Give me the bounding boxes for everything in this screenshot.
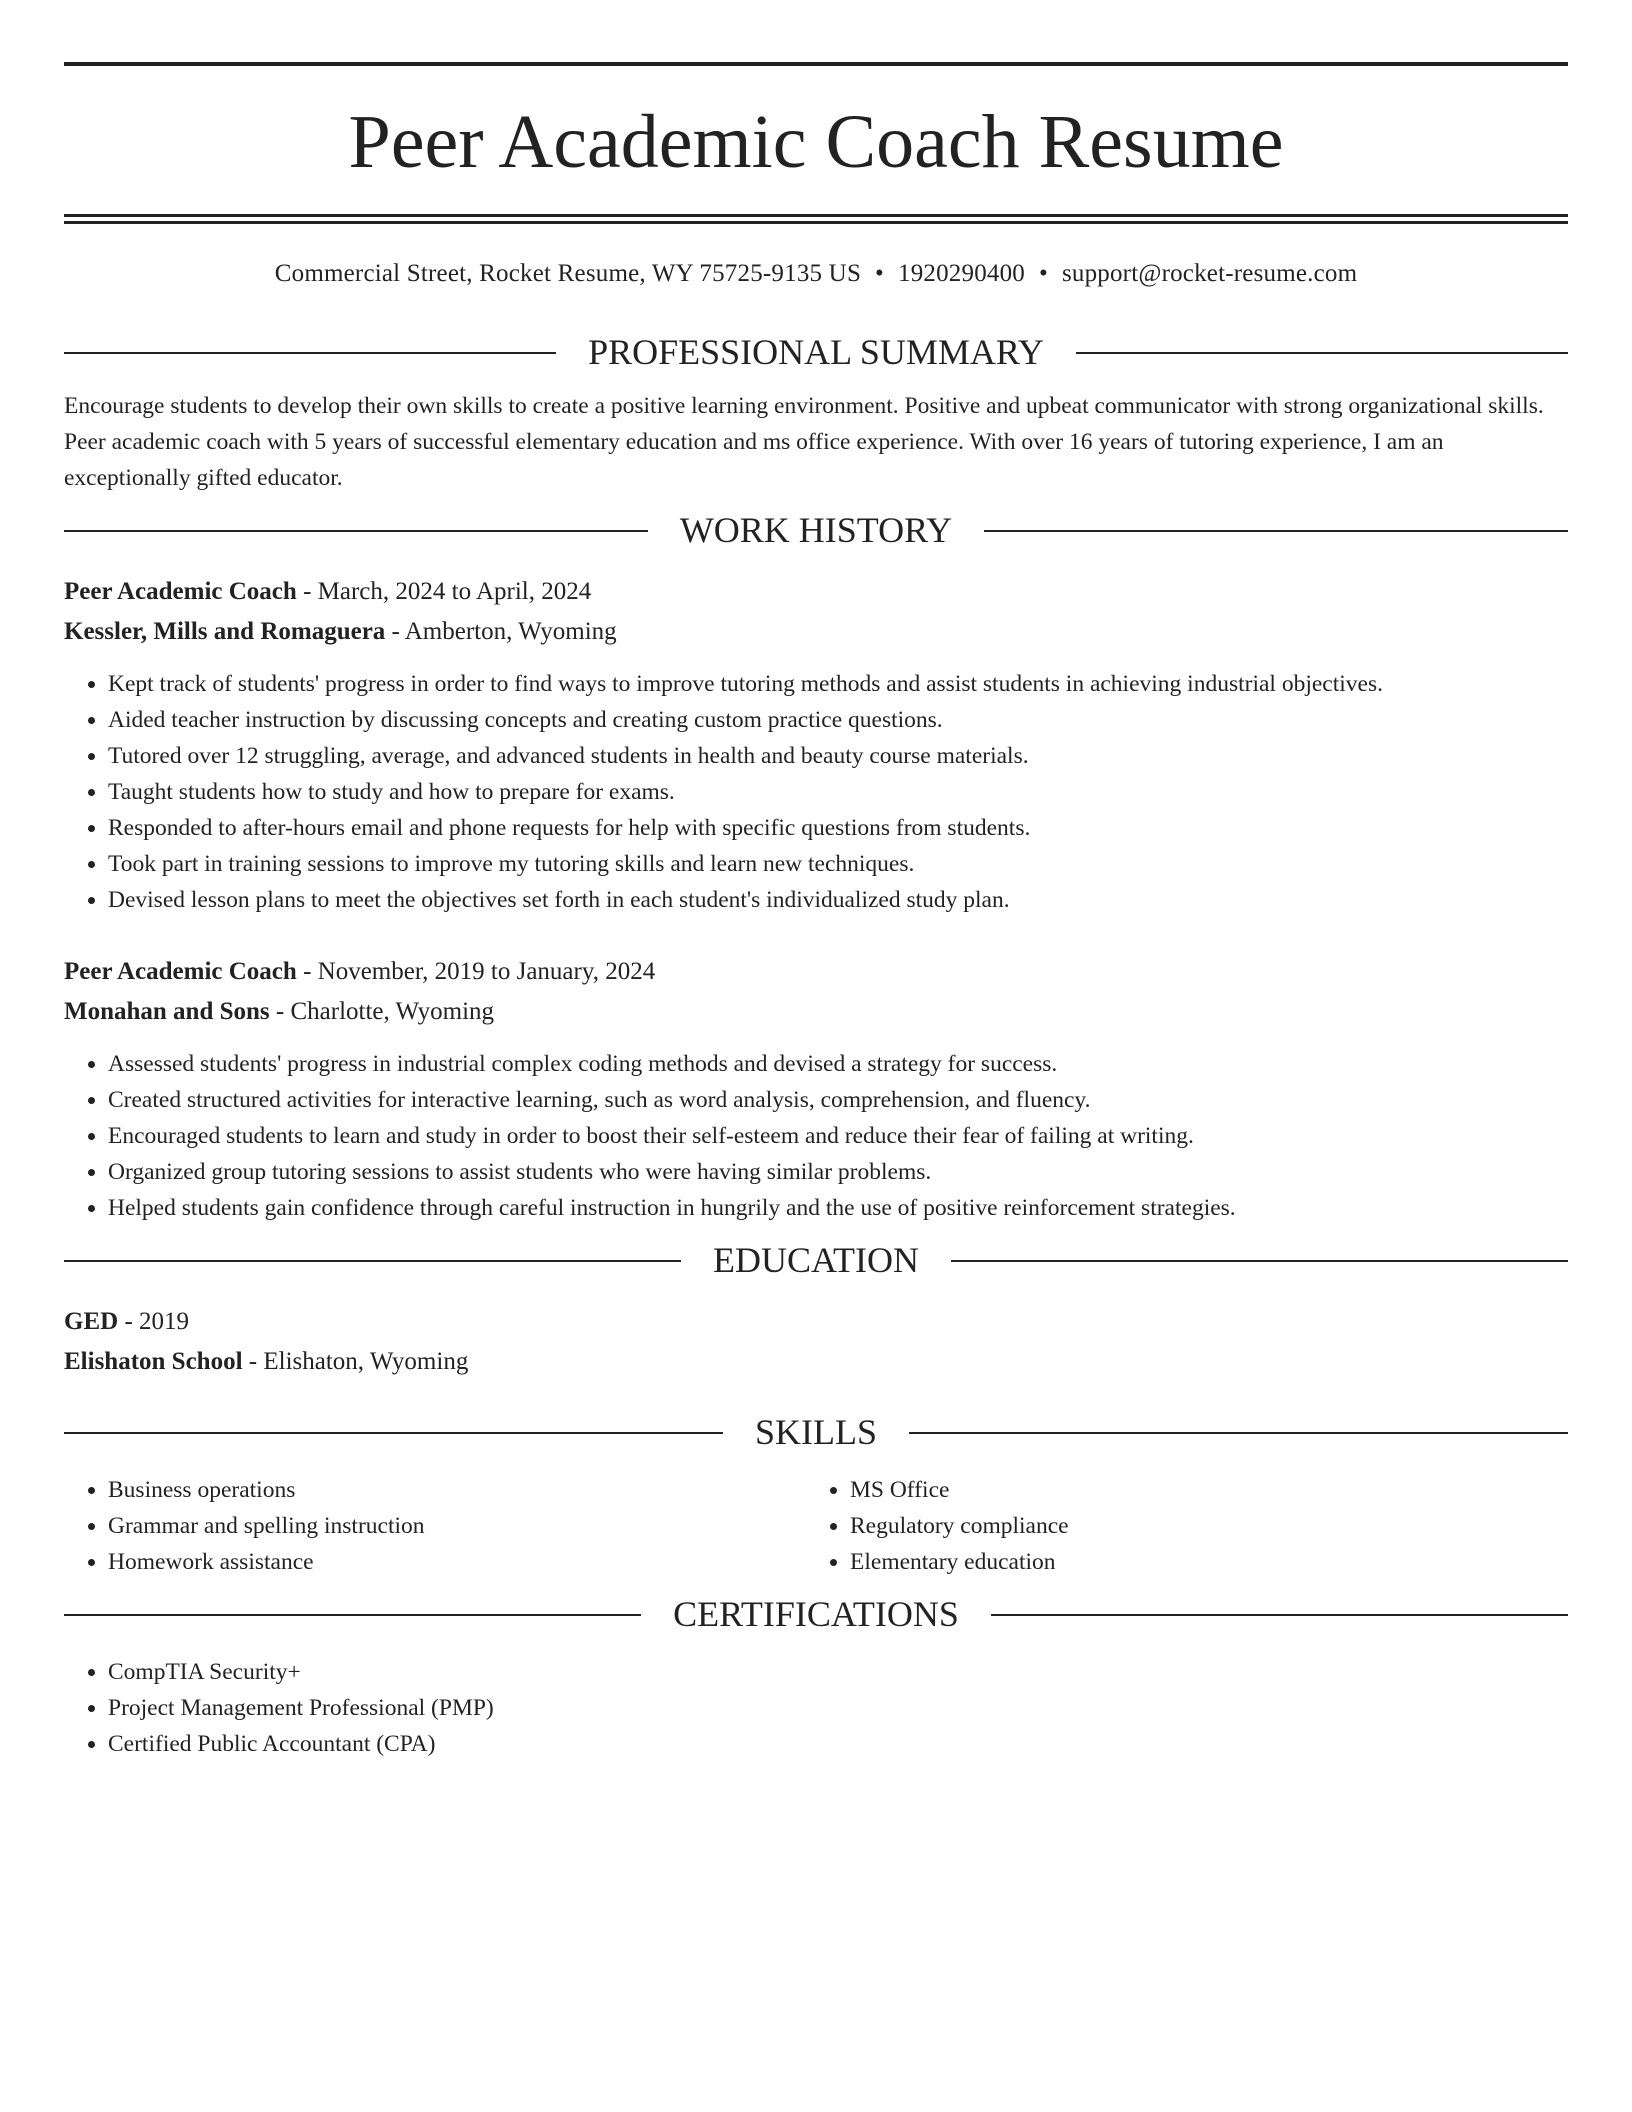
list-item: • Tutored over 12 struggling, average, and advanced students in health and beauty course materials. — [108, 738, 1568, 774]
list-item: • Regulatory compliance — [850, 1508, 1548, 1544]
contact-separator: • — [875, 260, 884, 287]
education-degree: GED — [64, 1308, 119, 1335]
skills-column-left — [64, 1472, 806, 1580]
list-item: • Kept track of students' progress in order to find ways to improve tutoring methods and assist students in achieving industrial objectives. — [108, 666, 1568, 702]
contact-phone: 1920290400 — [898, 260, 1025, 287]
education-location: - Elishaton, Wyoming — [242, 1348, 469, 1375]
job-company: Monahan and Sons — [64, 998, 270, 1025]
section-heading-education — [64, 1240, 1568, 1280]
list-item: • Assessed students' progress in industrial complex coding methods and devised a strategy for success. — [108, 1046, 1568, 1082]
section-title: SKILLS — [723, 1412, 909, 1452]
job-title-line — [64, 572, 1568, 612]
education-degree-line — [64, 1302, 1568, 1342]
section-title: WORK HISTORY — [648, 510, 984, 550]
section-heading-work — [64, 510, 1568, 550]
list-item: • Project Management Professional (PMP) — [108, 1690, 1568, 1726]
page-title: Peer Academic Coach Resume — [348, 100, 1284, 184]
list-item: • Certified Public Accountant (CPA) — [108, 1726, 1568, 1762]
education-school: Elishaton School — [64, 1348, 243, 1375]
skills-grid — [64, 1472, 1568, 1580]
list-item: • Aided teacher instruction by discussing concepts and creating custom practice questions. — [108, 702, 1568, 738]
list-item: • Grammar and spelling instruction — [108, 1508, 806, 1544]
job-company-line — [64, 992, 1568, 1032]
job-bullets — [64, 666, 1568, 918]
list-item: • Devised lesson plans to meet the objectives set forth in each student's individualized study plan. — [108, 882, 1568, 918]
job-company-line — [64, 612, 1568, 652]
job-entry — [64, 572, 1568, 918]
list-item: • CompTIA Security+ — [108, 1654, 1568, 1690]
education-year: - 2019 — [118, 1308, 190, 1335]
education-school-line — [64, 1342, 1568, 1382]
summary-text: Encourage students to develop their own skills to create a positive learning environment. Positive and upbeat communicator with strong organizational skills. Peer academic coach with 5 years of successful elementary education and ms office experience. With over 16 years of tutoring experience, I am an exceptionally gifted educator. — [64, 393, 1544, 491]
list-item: • Taught students how to study and how to prepare for exams. — [108, 774, 1568, 810]
resume-page — [64, 62, 1568, 1762]
list-item: • Responded to after-hours email and phone requests for help with specific questions from students. — [108, 810, 1568, 846]
section-heading-summary — [64, 332, 1568, 372]
section-title: PROFESSIONAL SUMMARY — [556, 332, 1076, 372]
title-double-rule — [64, 214, 1568, 224]
job-location: - Charlotte, Wyoming — [269, 998, 495, 1025]
skills-column-right — [806, 1472, 1548, 1580]
education-entry — [64, 1302, 1568, 1382]
job-bullets — [64, 1046, 1568, 1226]
list-item: • Took part in training sessions to improve my tutoring skills and learn new techniques. — [108, 846, 1568, 882]
job-entry — [64, 952, 1568, 1226]
list-item: • MS Office — [850, 1472, 1548, 1508]
job-title: Peer Academic Coach — [64, 958, 297, 985]
list-item: • Helped students gain confidence through careful instruction in hungrily and the use of positive reinforcement strategies. — [108, 1190, 1568, 1226]
job-title-line — [64, 952, 1568, 992]
section-title: CERTIFICATIONS — [641, 1594, 991, 1634]
contact-email: support@rocket-resume.com — [1061, 260, 1358, 287]
certifications-list — [64, 1654, 1568, 1762]
list-item: • Created structured activities for interactive learning, such as word analysis, comprehension, and fluency. — [108, 1082, 1568, 1118]
job-dates: - November, 2019 to January, 2024 — [296, 958, 656, 985]
job-dates: - March, 2024 to April, 2024 — [296, 578, 592, 605]
list-item: • Organized group tutoring sessions to assist students who were having similar problems. — [108, 1154, 1568, 1190]
list-item: • Encouraged students to learn and study in order to boost their self-esteem and reduce their fear of failing at writing. — [108, 1118, 1568, 1154]
contact-separator: • — [1039, 260, 1048, 287]
section-title: EDUCATION — [681, 1240, 951, 1280]
contact-address: Commercial Street, Rocket Resume, WY 75725-9135 US — [274, 260, 862, 287]
section-heading-certifications — [64, 1594, 1568, 1634]
contact-line — [64, 258, 1568, 290]
job-title: Peer Academic Coach — [64, 578, 297, 605]
list-item: • Homework assistance — [108, 1544, 806, 1580]
list-item: • Business operations — [108, 1472, 806, 1508]
job-company: Kessler, Mills and Romaguera — [64, 618, 386, 645]
job-location: - Amberton, Wyoming — [385, 618, 617, 645]
section-heading-skills — [64, 1412, 1568, 1452]
list-item: • Elementary education — [850, 1544, 1548, 1580]
top-rule — [64, 62, 1568, 66]
